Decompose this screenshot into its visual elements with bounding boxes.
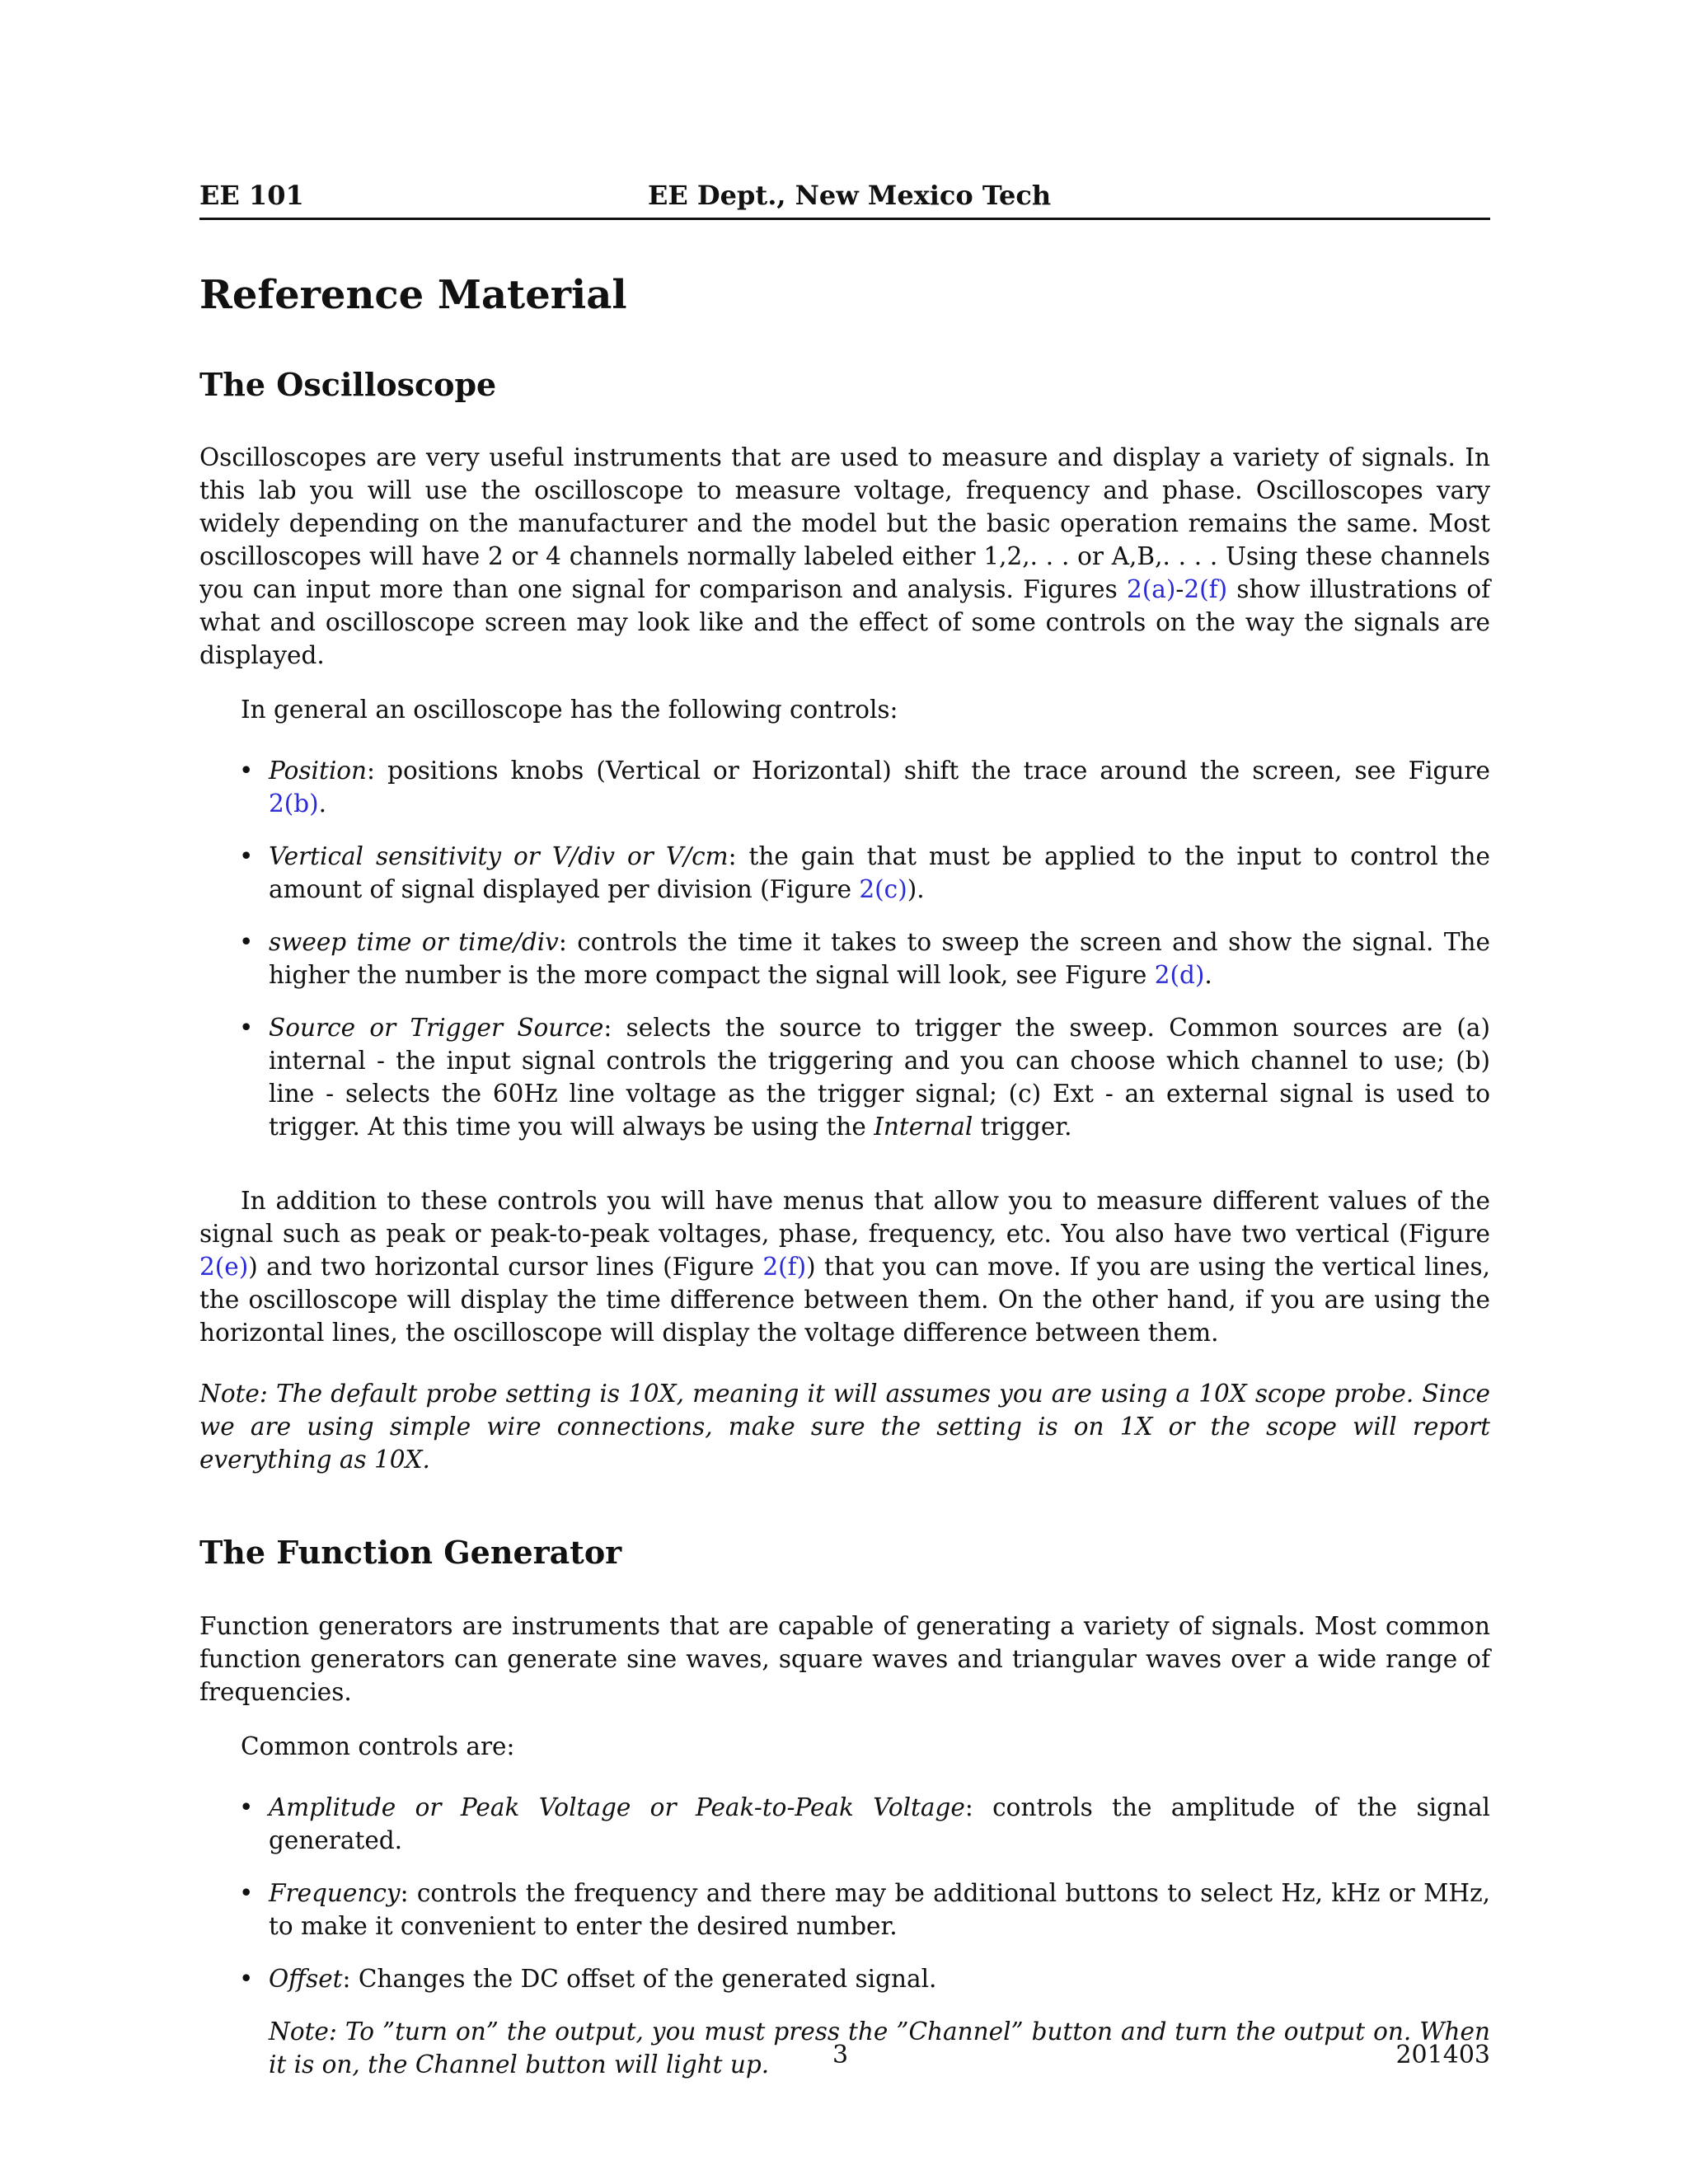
function-generator-intro-paragraph: Function generators are instruments that are capable of generating a variety of signals. Most common function generators can generate sine waves, square waves and triangular waves over a wide range of frequencies. — [199, 1611, 1490, 1706]
figure-link-2f[interactable]: 2(f) — [1184, 575, 1228, 604]
list-item: • Source or Trigger Source: selects the source to trigger the sweep. Common sources are (a) internal - the input signal controls the triggering and you can choose which channel to use; (b) line - selects the 60Hz line voltage as the trigger signal; (c) Ext - an external signal is used to trigger. At this time you will always be using the Internal trigger. — [269, 1011, 1490, 1143]
figure-link-2a[interactable]: 2(a) — [1127, 575, 1176, 604]
oscilloscope-intro-paragraph: Oscilloscopes are very useful instruments that are used to measure and display a variety of signals. In this lab you will use the oscilloscope to measure voltage, frequency and phase. Oscilloscopes vary widely depending on the manufacturer and the model but the basic operation remains the same. Most oscilloscopes will have 2 or 4 channels normally labeled either 1,2,. . . or A,B,. . . . Using these channels you can input more than one signal for comparison and analysis. Figures 2(a)-2(f) show illustrations of what and oscilloscope screen may look like and the effect of some controls on the way the signals are displayed. — [199, 443, 1491, 670]
figure-link-2c[interactable]: 2(c) — [859, 875, 907, 904]
list-item: • Amplitude or Peak Voltage or Peak-to-Peak Voltage: controls the amplitude of the signal generated. — [269, 1791, 1490, 1857]
list-item: • Offset: Changes the DC offset of the generated signal. — [269, 1962, 1490, 1995]
figure-link-2b[interactable]: 2(b) — [269, 790, 319, 818]
figure-link-2f-cursor[interactable]: 2(f) — [762, 1253, 807, 1282]
revision-code: 201403 — [1395, 2041, 1490, 2069]
page-content — [199, 272, 1490, 2081]
section-heading-oscilloscope: The Oscilloscope — [199, 365, 497, 403]
figure-link-2d[interactable]: 2(d) — [1154, 961, 1205, 990]
list-item: • sweep time or time/div: controls the time it takes to sweep the screen and show the signal. The higher the number is the more compact the signal will look, see Figure 2(d). — [269, 926, 1490, 991]
oscilloscope-controls-intro: In general an oscilloscope has the following controls: — [241, 696, 898, 724]
list-item: • Frequency: controls the frequency and there may be additional buttons to select Hz, kHz or MHz, to make it convenient to enter the desired number. — [269, 1877, 1490, 1943]
list-item: • Position: positions knobs (Vertical or Horizontal) shift the trace around the screen, see Figure 2(b). — [269, 754, 1490, 820]
page-number: 3 — [832, 2041, 849, 2069]
figure-link-2e[interactable]: 2(e) — [199, 1253, 249, 1282]
function-generator-controls-list — [199, 1791, 1490, 1995]
function-generator-controls-intro: Common controls are: — [241, 1732, 515, 1760]
oscilloscope-menus-paragraph: In addition to these controls you will have menus that allow you to measure different values of the signal such as peak or peak-to-peak voltages, phase, frequency, etc. You also have two vertical (Figure 2(e)) and two horizontal cursor lines (Figure 2(f)) that you can move. If you are using the vertical lines, the oscilloscope will display the time difference between them. On the other hand, if you are using the horizontal lines, the oscilloscope will display the voltage difference between them. — [199, 1187, 1490, 1347]
course-code: EE 101 — [199, 180, 304, 211]
running-header — [199, 178, 1490, 220]
oscilloscope-controls-list — [199, 754, 1490, 1143]
list-item: • Vertical sensitivity or V/div or V/cm: the gain that must be applied to the input to control the amount of signal displayed per division (Figure 2(c)). — [269, 840, 1490, 906]
probe-setting-note: Note: The default probe setting is 10X, meaning it will assumes you are using a 10X scope probe. Since we are using simple wire connections, make sure the setting is on 1X or the scope will report everything as 10X. — [199, 1380, 1490, 1474]
department-name: EE Dept., New Mexico Tech — [648, 180, 1052, 211]
section-heading-function-generator: The Function Generator — [199, 1534, 622, 1572]
output-channel-note: Note: To ”turn on” the output, you must press the ”Channel” button and turn the output on. When it is on, the Channel button will light up. — [269, 2017, 1490, 2079]
page-title: Reference Material — [199, 272, 627, 318]
